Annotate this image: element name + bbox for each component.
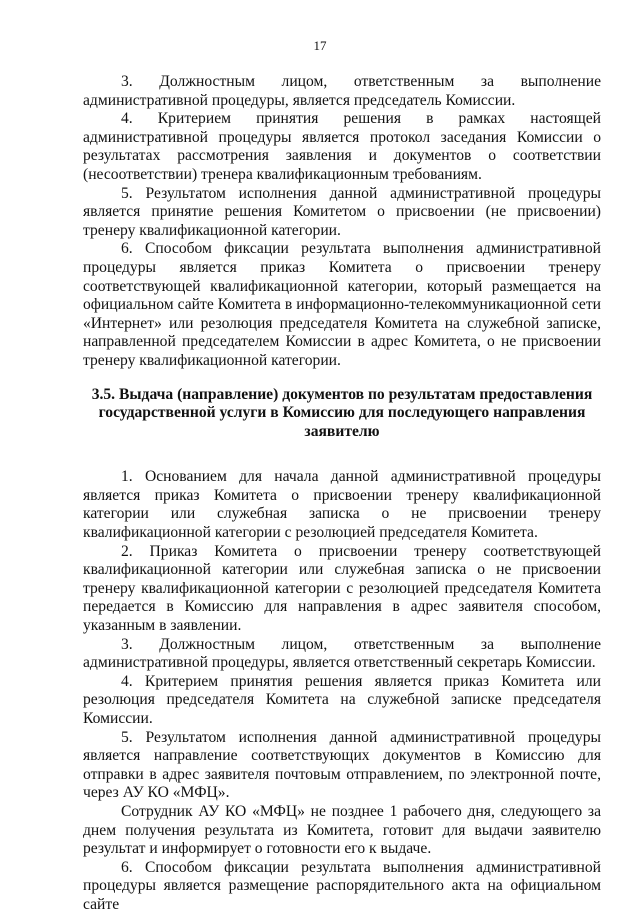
- page-number: 17: [313, 38, 327, 53]
- paragraph-criterion: 4. Критерием принятия решения является приказ Комитета или резолюция председателя Комитета на служебной записке председателя Комиссии.: [83, 672, 601, 727]
- paragraph-officer: 3. Должностным лицом, ответственным за выполнение административной процедуры, является председатель Комиссии.: [83, 73, 601, 109]
- scan-speck: [247, 857, 248, 858]
- section-heading: 3.5. Выдача (направление) документов по результатам предоставления государственной услуги в Комиссию для последующего направления заявителю: [91, 385, 593, 440]
- paragraph-responsible-secretary: 3. Должностным лицом, ответственным за выполнение административной процедуры, является ответственный секретарь Комиссии.: [83, 635, 601, 672]
- paragraph-fixation-method: 6. Способом фиксации результата выполнения административной процедуры является приказ Комитета о присвоении тренеру соответствующей квалификационной категории, который размещается на официальном сайте Комитета в информационно-телекоммуникационной сети «Интернет» или резолюция председателя Комитета на служебной записке, направленной председателем Комиссии в адрес Комитета, о не присвоении тренеру квалификационной категории.: [83, 240, 601, 369]
- paragraph-mfc-employee: Сотрудник АУ КО «МФЦ» не позднее 1 рабочего дня, следующего за днем получения результата из Комитета, готовит для выдачи заявителю результат и информирует о готовности его к выдаче.: [83, 802, 601, 858]
- paragraph-order-transfer: 2. Приказ Комитета о присвоении тренеру соответствующей квалификационной категории или служебная записка о не присвоении тренеру квалификационной категории с резолюцией председателя Комитета передается в Комиссию для направления в адрес заявителя способом, указанным в заявлении.: [83, 542, 601, 635]
- paragraph-sending-result: 5. Результатом исполнения данной административной процедуры является направление соответствующих документов в Комиссию для отправки в адрес заявителя почтовым отправлением, по электронной почте, через АУ КО «МФЦ».: [83, 728, 601, 802]
- paragraph-basis: 1. Основанием для начала данной административной процедуры является приказ Комитета о присвоении тренеру квалификационной категории или служебная записка о не присвоении тренеру квалификационной категории с резолюцией председателя Комитета.: [83, 468, 601, 542]
- page-body: [83, 73, 601, 915]
- paragraph-decision-criterion: 4. Критерием принятия решения в рамках настоящей административной процедуры является протокол заседания Комиссии о результатах рассмотрения заявления и документов о соответствии (несоответствии) тренера квалификационным требованиям.: [83, 110, 601, 183]
- paragraph-fixation-publication: 6. Способом фиксации результата выполнения административной процедуры является размещение распорядительного акта на официальном сайте: [83, 858, 601, 913]
- paragraph-result: 5. Результатом исполнения данной административной процедуры является принятие решения Комитетом о присвоении (не присвоении) тренеру квалификационной категории.: [83, 184, 601, 239]
